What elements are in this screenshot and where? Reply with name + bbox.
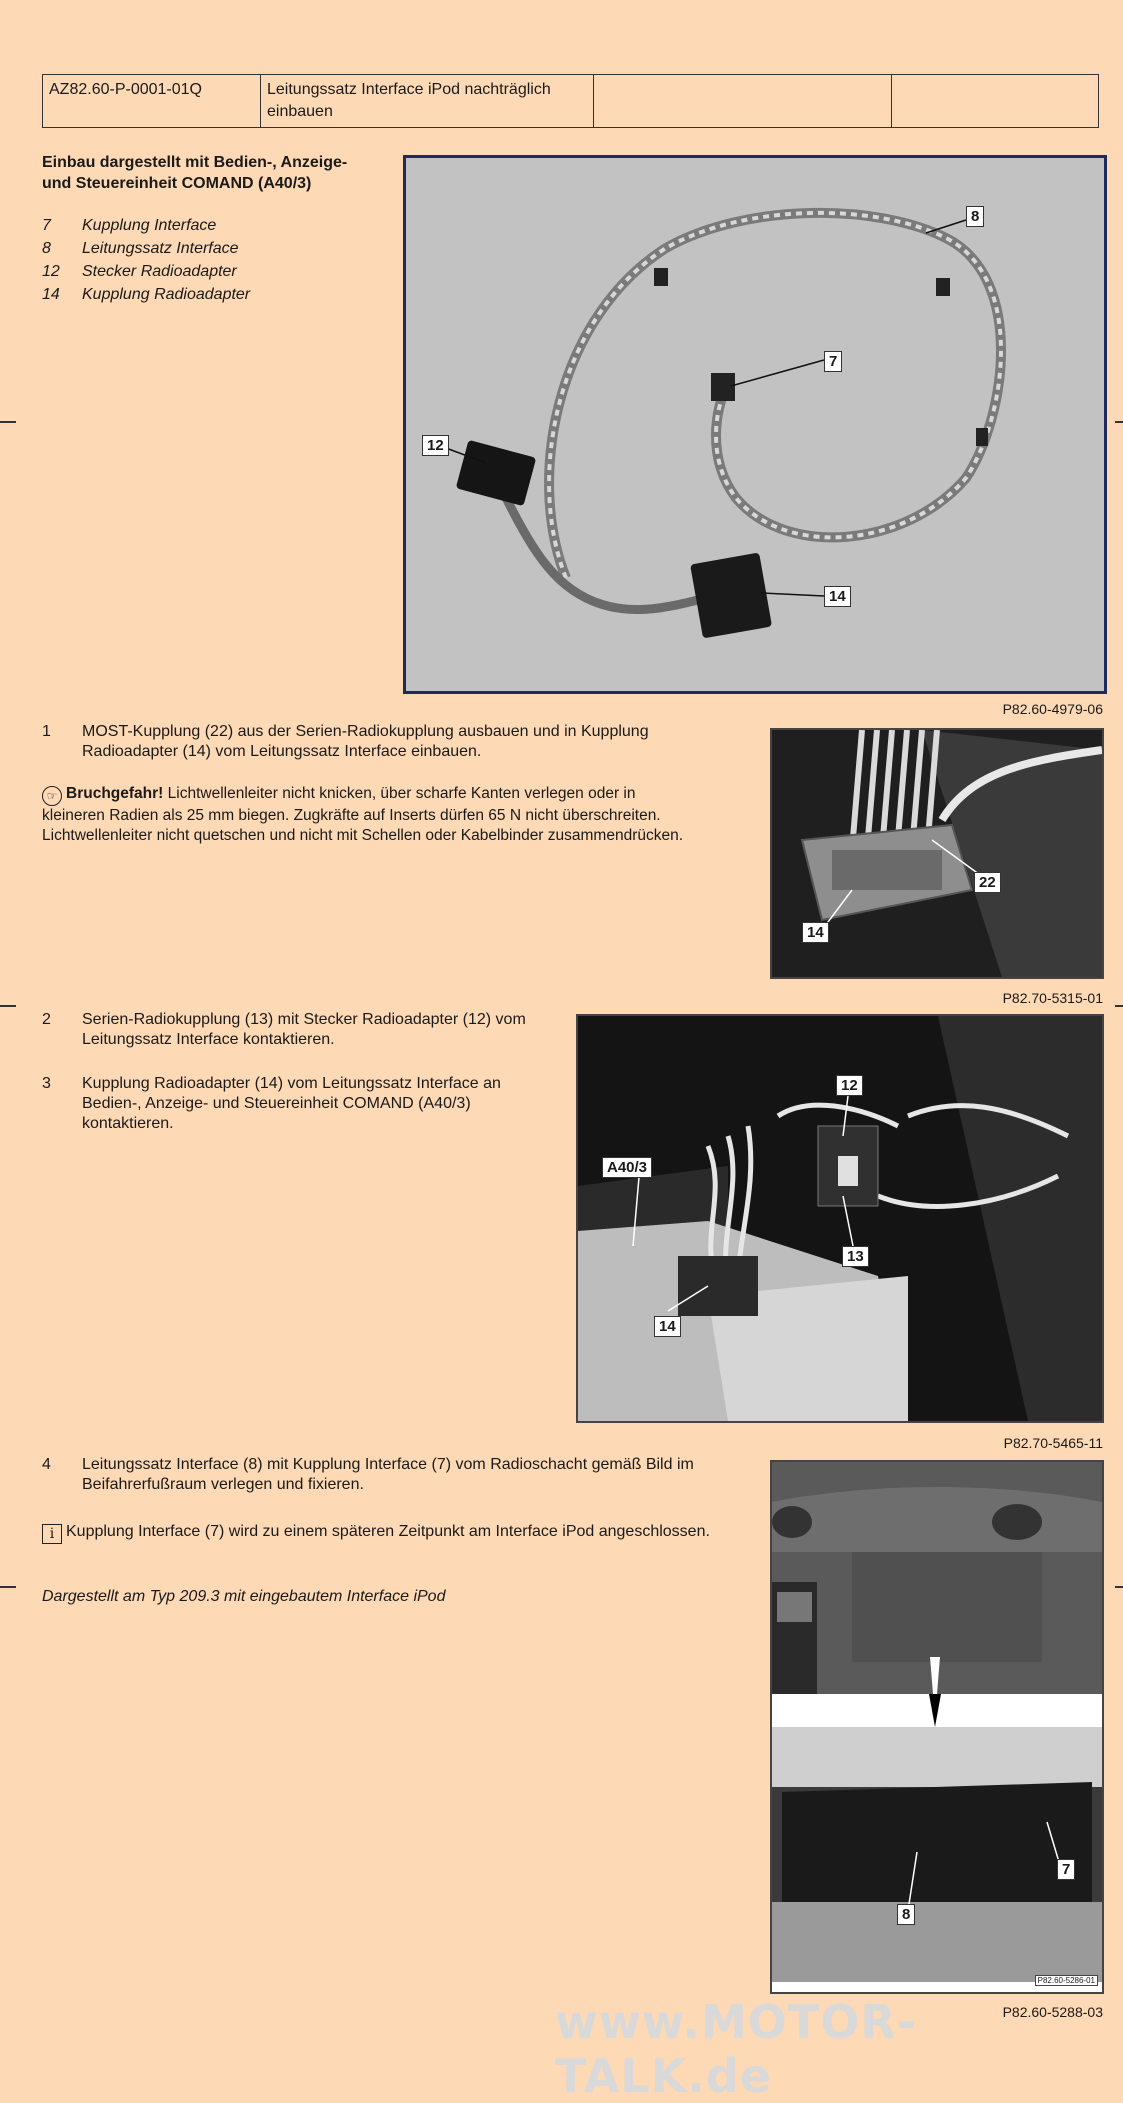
callout-A40-3: A40/3 — [602, 1157, 652, 1178]
header-empty-cell — [892, 75, 1099, 128]
legend-number: 14 — [42, 286, 60, 303]
margin-mark — [0, 1586, 16, 1588]
document-title — [261, 75, 594, 128]
watermark-text: www.MOTOR-TALK.de — [555, 1995, 917, 2103]
callout-22: 22 — [974, 872, 1001, 893]
step-text: Radioadapter (14) vom Leitungssatz Interface einbauen. — [82, 743, 482, 760]
step-2 — [42, 1010, 526, 1050]
margin-mark — [1115, 1586, 1123, 1588]
legend-item — [42, 283, 250, 306]
figure-id: P82.60-4979-06 — [1002, 701, 1103, 717]
radio-slot-photo — [576, 1014, 1104, 1423]
harness-photo — [403, 155, 1107, 694]
callout-7: 7 — [1057, 1859, 1075, 1880]
callout-14: 14 — [802, 922, 829, 943]
footwell-photo — [770, 1460, 1104, 1994]
callout-8: 8 — [897, 1904, 915, 1925]
footwell-drawing — [772, 1462, 1102, 1992]
warning-text: kleineren Radien als 25 mm biegen. Zugkräfte auf Inserts dürfen 65 N nicht überschreiten. — [42, 807, 661, 824]
callout-12: 12 — [836, 1075, 863, 1096]
warning-icon: ☞ — [42, 786, 62, 806]
legend-label: Stecker Radioadapter — [82, 263, 237, 280]
step-number: 3 — [42, 1075, 51, 1092]
document-code: AZ82.60-P-0001-01Q — [43, 75, 261, 128]
step-4 — [42, 1455, 694, 1495]
step-number: 4 — [42, 1456, 51, 1473]
callout-7: 7 — [824, 351, 842, 372]
step-text: kontaktieren. — [82, 1115, 174, 1132]
step-text: Leitungssatz Interface kontaktieren. — [82, 1031, 335, 1048]
callout-14: 14 — [654, 1316, 681, 1337]
margin-mark — [1115, 1005, 1123, 1007]
legend-number: 7 — [42, 217, 51, 234]
step-text: MOST-Kupplung (22) aus der Serien-Radiokupplung ausbauen und in Kupplung — [82, 723, 649, 740]
step-number: 1 — [42, 723, 51, 740]
callout-13: 13 — [842, 1246, 869, 1267]
inner-figure-id: P82.60-5286-01 — [1035, 1975, 1098, 1986]
step-3 — [42, 1074, 501, 1134]
margin-mark — [0, 1005, 16, 1007]
legend-number: 12 — [42, 263, 60, 280]
legend-number: 8 — [42, 240, 51, 257]
document-title-line1: Leitungssatz Interface iPod nachträglich — [267, 81, 551, 98]
figure-id: P82.60-5288-03 — [1002, 2004, 1103, 2020]
warning-text: Lichtwellenleiter nicht knicken, über scharfe Kanten verlegen oder in — [163, 785, 636, 802]
harness-drawing — [406, 158, 1104, 691]
warning-text: Lichtwellenleiter nicht quetschen und nicht mit Schellen oder Kabelbinder zusammendrücken. — [42, 827, 684, 844]
step-1 — [42, 722, 649, 762]
document-header-table — [42, 74, 1099, 128]
connector-photo — [770, 728, 1104, 979]
intro-heading — [42, 152, 347, 194]
intro-heading-line2: und Steuereinheit COMAND (A40/3) — [42, 175, 312, 192]
warning-label: Bruchgefahr! — [66, 785, 164, 802]
legend-label: Kupplung Interface — [82, 217, 217, 234]
callout-8: 8 — [966, 206, 984, 227]
note-block — [42, 1522, 710, 1544]
figure-caption: Dargestellt am Typ 209.3 mit eingebautem Interface iPod — [42, 1588, 446, 1605]
step-text: Beifahrerfußraum verlegen und fixieren. — [82, 1476, 364, 1493]
step-number: 2 — [42, 1011, 51, 1028]
info-icon: i — [42, 1524, 62, 1544]
figure-id: P82.70-5465-11 — [1003, 1435, 1103, 1451]
step-text: Leitungssatz Interface (8) mit Kupplung Interface (7) vom Radioschacht gemäß Bild im — [82, 1456, 694, 1473]
legend-label: Leitungssatz Interface — [82, 240, 239, 257]
legend-list — [42, 214, 250, 306]
document-title-line2: einbauen — [267, 103, 333, 120]
note-text: Kupplung Interface (7) wird zu einem späteren Zeitpunkt am Interface iPod angeschlossen. — [66, 1523, 710, 1540]
intro-heading-line1: Einbau dargestellt mit Bedien-, Anzeige- — [42, 154, 348, 171]
header-empty-cell — [594, 75, 892, 128]
margin-mark — [0, 421, 16, 423]
callout-14: 14 — [824, 586, 851, 607]
legend-item — [42, 237, 250, 260]
step-text: Serien-Radiokupplung (13) mit Stecker Radioadapter (12) vom — [82, 1011, 526, 1028]
step-text: Bedien-, Anzeige- und Steuereinheit COMAND (A40/3) — [82, 1095, 471, 1112]
callout-12: 12 — [422, 435, 449, 456]
step-text: Kupplung Radioadapter (14) vom Leitungssatz Interface an — [82, 1075, 501, 1092]
legend-item — [42, 260, 250, 283]
warning-block — [42, 784, 762, 846]
figure-id: P82.70-5315-01 — [1002, 990, 1103, 1006]
legend-item — [42, 214, 250, 237]
margin-mark — [1115, 421, 1123, 423]
legend-label: Kupplung Radioadapter — [82, 286, 251, 303]
